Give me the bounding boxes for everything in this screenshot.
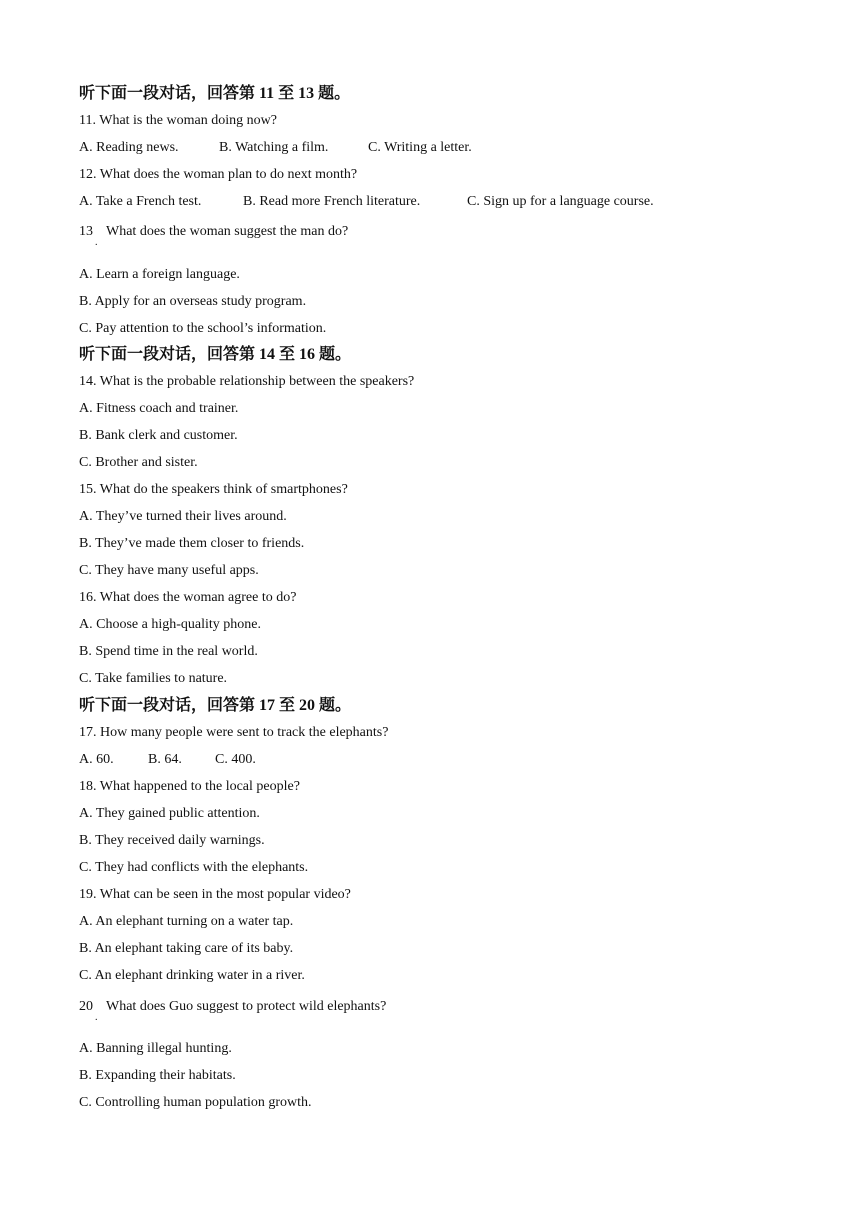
q12-option-a: A. Take a French test. xyxy=(79,194,202,209)
q20-option-b: B. Expanding their habitats. xyxy=(79,1068,236,1083)
q17-option-a: A. 60. xyxy=(79,752,114,767)
q16-option-a: A. Choose a high-quality phone. xyxy=(79,617,261,632)
question-13-dot: . xyxy=(95,237,98,248)
q14-option-c: C. Brother and sister. xyxy=(79,455,198,470)
question-13: What does the woman suggest the man do? xyxy=(106,224,349,239)
q17-option-b: B. 64. xyxy=(148,752,182,767)
q14-option-a: A. Fitness coach and trainer. xyxy=(79,401,239,416)
question-20-dot: . xyxy=(95,1012,98,1023)
q16-option-c: C. Take families to nature. xyxy=(79,671,228,686)
q18-option-b: B. They received daily warnings. xyxy=(79,833,265,848)
question-12: 12. What does the woman plan to do next month? xyxy=(79,167,358,182)
question-19: 19. What can be seen in the most popular video? xyxy=(79,887,351,902)
q12-option-b: B. Read more French literature. xyxy=(243,194,421,209)
question-13-number: 13 xyxy=(79,224,93,239)
q15-option-b: B. They’ve made them closer to friends. xyxy=(79,536,305,551)
q19-option-c: C. An elephant drinking water in a river. xyxy=(79,968,305,983)
q20-option-c: C. Controlling human population growth. xyxy=(79,1095,312,1110)
q13-option-b: B. Apply for an overseas study program. xyxy=(79,294,307,309)
q17-option-c: C. 400. xyxy=(215,752,256,767)
question-16: 16. What does the woman agree to do? xyxy=(79,590,297,605)
q20-option-a: A. Banning illegal hunting. xyxy=(79,1041,232,1056)
question-15: 15. What do the speakers think of smartphones? xyxy=(79,482,348,497)
q18-option-a: A. They gained public attention. xyxy=(79,806,260,821)
q12-option-c: C. Sign up for a language course. xyxy=(467,194,654,209)
question-20: What does Guo suggest to protect wild elephants? xyxy=(106,999,387,1014)
q11-option-c: C. Writing a letter. xyxy=(368,140,472,155)
q16-option-b: B. Spend time in the real world. xyxy=(79,644,258,659)
q13-option-a: A. Learn a foreign language. xyxy=(79,267,240,282)
q19-option-b: B. An elephant taking care of its baby. xyxy=(79,941,294,956)
question-20-number: 20 xyxy=(79,999,93,1014)
section-header-11-13: 听下面一段对话，回答第 11 至 13 题。 xyxy=(79,85,351,102)
q11-option-b: B. Watching a film. xyxy=(219,140,329,155)
question-18: 18. What happened to the local people? xyxy=(79,779,300,794)
q19-option-a: A. An elephant turning on a water tap. xyxy=(79,914,294,929)
q15-option-c: C. They have many useful apps. xyxy=(79,563,259,578)
q15-option-a: A. They’ve turned their lives around. xyxy=(79,509,287,524)
question-17: 17. How many people were sent to track the elephants? xyxy=(79,725,389,740)
section-header-17-20: 听下面一段对话，回答第 17 至 20 题。 xyxy=(79,697,352,714)
q13-option-c: C. Pay attention to the school’s information. xyxy=(79,321,327,336)
section-header-14-16: 听下面一段对话，回答第 14 至 16 题。 xyxy=(79,346,352,363)
question-14: 14. What is the probable relationship between the speakers? xyxy=(79,374,415,389)
q11-option-a: A. Reading news. xyxy=(79,140,179,155)
q14-option-b: B. Bank clerk and customer. xyxy=(79,428,238,443)
question-11: 11. What is the woman doing now? xyxy=(79,113,277,128)
q18-option-c: C. They had conflicts with the elephants. xyxy=(79,860,309,875)
